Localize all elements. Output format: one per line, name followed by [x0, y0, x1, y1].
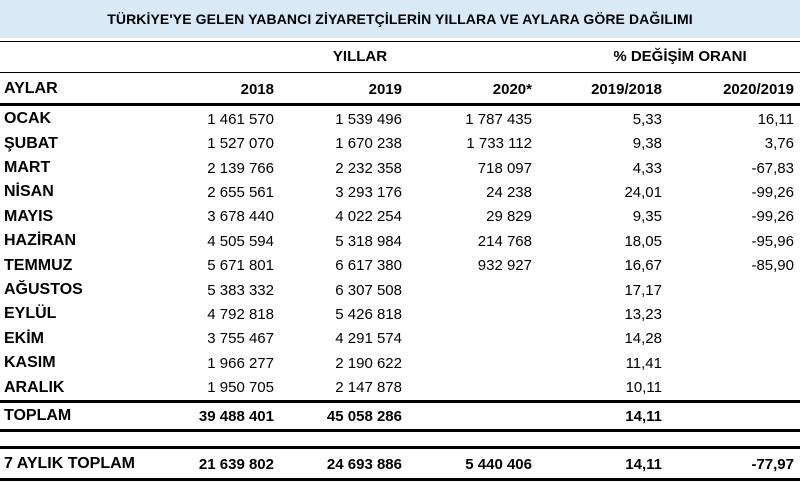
table-row	[0, 205, 800, 230]
value-2018: 3 678 440	[207, 208, 274, 226]
table-row	[0, 278, 800, 303]
table-row	[0, 375, 800, 400]
change-2020-2019	[680, 351, 794, 376]
value-2018: 5 671 801	[207, 257, 274, 275]
value-2018: 3 755 467	[207, 330, 274, 348]
value-2020: 932 927	[477, 257, 532, 275]
month-label: OCAK	[4, 110, 52, 128]
value-2020: 24 238	[486, 183, 532, 201]
value-2020	[420, 302, 532, 327]
change-2019-2018: 5,33	[632, 110, 662, 128]
total-change-2020-2019	[680, 404, 794, 429]
value-2018: 1 950 705	[207, 379, 274, 397]
change-2020-2019	[680, 375, 794, 400]
value-2019: 4 022 254	[335, 208, 402, 226]
value-2019: 3 293 176	[335, 183, 402, 201]
value-2020: 29 829	[486, 208, 532, 226]
value-2020: 718 097	[477, 159, 532, 177]
seven-month-total-change-2019-2018: 14,11	[625, 455, 662, 473]
change-2020-2019	[680, 327, 794, 352]
group-header-row	[0, 42, 800, 70]
value-2018: 2 655 561	[207, 183, 274, 201]
value-2019: 2 232 358	[335, 159, 402, 177]
rule-bottom	[0, 478, 800, 481]
change-2019-2018: 4,33	[632, 159, 662, 177]
table-row	[0, 351, 800, 376]
month-label: MART	[4, 159, 51, 177]
change-2019-2018: 13,23	[624, 305, 662, 323]
rule-title	[0, 41, 800, 42]
seven-month-total-change-2020-2019: -77,97	[751, 455, 794, 473]
value-2020	[420, 375, 532, 400]
value-2019: 5 426 818	[335, 305, 402, 323]
change-2020-2019: -99,26	[751, 183, 794, 201]
rule-before-total	[0, 400, 800, 403]
value-2019: 4 291 574	[335, 330, 402, 348]
column-header-row	[0, 76, 800, 102]
change-2020-2019: -95,96	[751, 232, 794, 250]
value-2018: 1 966 277	[207, 354, 274, 372]
change-2020-2019: -85,90	[751, 257, 794, 275]
seven-month-total-2018: 21 639 802	[198, 455, 274, 473]
change-2019-2018: 9,38	[632, 135, 662, 153]
change-2020-2019: -99,26	[751, 208, 794, 226]
rule-after-total	[0, 429, 800, 432]
column-header-2019: 2019	[368, 80, 402, 98]
table-title: TÜRKİYE'YE GELEN YABANCI ZİYARETÇİLERİN YILLARA VE AYLARA GÖRE DAĞILIMI	[0, 0, 800, 38]
rule-group-header	[0, 72, 800, 73]
change-2019-2018: 10,11	[625, 379, 662, 397]
table-row	[0, 253, 800, 278]
month-label: KASIM	[4, 354, 56, 372]
seven-month-total-row	[0, 451, 800, 477]
month-label: EYLÜL	[4, 305, 57, 323]
value-2019: 2 190 622	[335, 354, 402, 372]
value-2018: 2 139 766	[207, 159, 274, 177]
column-header-change-2019-2018: 2019/2018	[591, 80, 662, 98]
value-2020	[420, 327, 532, 352]
table-row	[0, 327, 800, 352]
table-row	[0, 131, 800, 156]
change-2019-2018: 9,35	[632, 208, 662, 226]
month-label: MAYIS	[4, 207, 54, 225]
seven-month-total-2019: 24 693 886	[326, 455, 402, 473]
seven-month-total-2020: 5 440 406	[465, 455, 532, 473]
change-2020-2019	[680, 278, 794, 303]
column-header-2018: 2018	[240, 80, 274, 98]
value-2019: 6 617 380	[335, 257, 402, 275]
change-2020-2019: -67,83	[751, 159, 794, 177]
total-2020	[420, 404, 532, 429]
column-header-month: AYLAR	[4, 80, 58, 97]
total-2018: 39 488 401	[198, 407, 274, 425]
table-row	[0, 302, 800, 327]
change-2019-2018: 16,67	[624, 257, 662, 275]
change-2020-2019: 3,76	[764, 135, 794, 153]
value-2018: 5 383 332	[207, 281, 274, 299]
table-row	[0, 107, 800, 132]
value-2019: 1 670 238	[335, 135, 402, 153]
month-label: TEMMUZ	[4, 256, 73, 274]
value-2018: 1 461 570	[207, 110, 274, 128]
table-row	[0, 180, 800, 205]
group-header-change: % DEĞİŞİM ORANI	[613, 47, 747, 65]
value-2020: 1 733 112	[466, 135, 532, 153]
change-2020-2019	[680, 302, 794, 327]
value-2020	[420, 278, 532, 303]
month-label: ARALIK	[4, 378, 65, 396]
column-header-2020: 2020*	[492, 80, 532, 98]
rule-column-header	[0, 103, 800, 106]
table-row	[0, 156, 800, 181]
seven-month-total-label: 7 AYLIK TOPLAM	[4, 455, 135, 472]
group-header-years: YILLAR	[332, 47, 388, 65]
rule-before-seven-month	[0, 446, 800, 449]
change-2019-2018: 18,05	[624, 232, 662, 250]
month-label: AĞUSTOS	[4, 281, 83, 299]
value-2019: 5 318 984	[335, 232, 402, 250]
month-label: HAZİRAN	[4, 232, 76, 250]
month-label: ŞUBAT	[4, 134, 58, 152]
value-2020	[420, 351, 532, 376]
table-row	[0, 229, 800, 254]
value-2019: 6 307 508	[335, 281, 402, 299]
change-2020-2019: 16,11	[757, 110, 794, 128]
month-label: NİSAN	[4, 183, 54, 201]
value-2019: 1 539 496	[335, 110, 402, 128]
change-2019-2018: 17,17	[624, 281, 662, 299]
total-2019: 45 058 286	[326, 407, 402, 425]
value-2020: 214 768	[477, 232, 532, 250]
month-label: EKİM	[4, 329, 44, 347]
total-row	[0, 404, 800, 429]
value-2018: 1 527 070	[207, 135, 274, 153]
change-2019-2018: 14,28	[624, 330, 662, 348]
total-label: TOPLAM	[4, 407, 72, 425]
column-header-change-2020-2019: 2020/2019	[723, 80, 794, 98]
value-2019: 2 147 878	[335, 379, 402, 397]
value-2020: 1 787 435	[465, 110, 532, 128]
change-2019-2018: 24,01	[624, 183, 662, 201]
change-2019-2018: 11,41	[625, 354, 662, 372]
total-change-2019-2018: 14,11	[625, 407, 662, 425]
value-2018: 4 505 594	[207, 232, 274, 250]
value-2018: 4 792 818	[207, 305, 274, 323]
